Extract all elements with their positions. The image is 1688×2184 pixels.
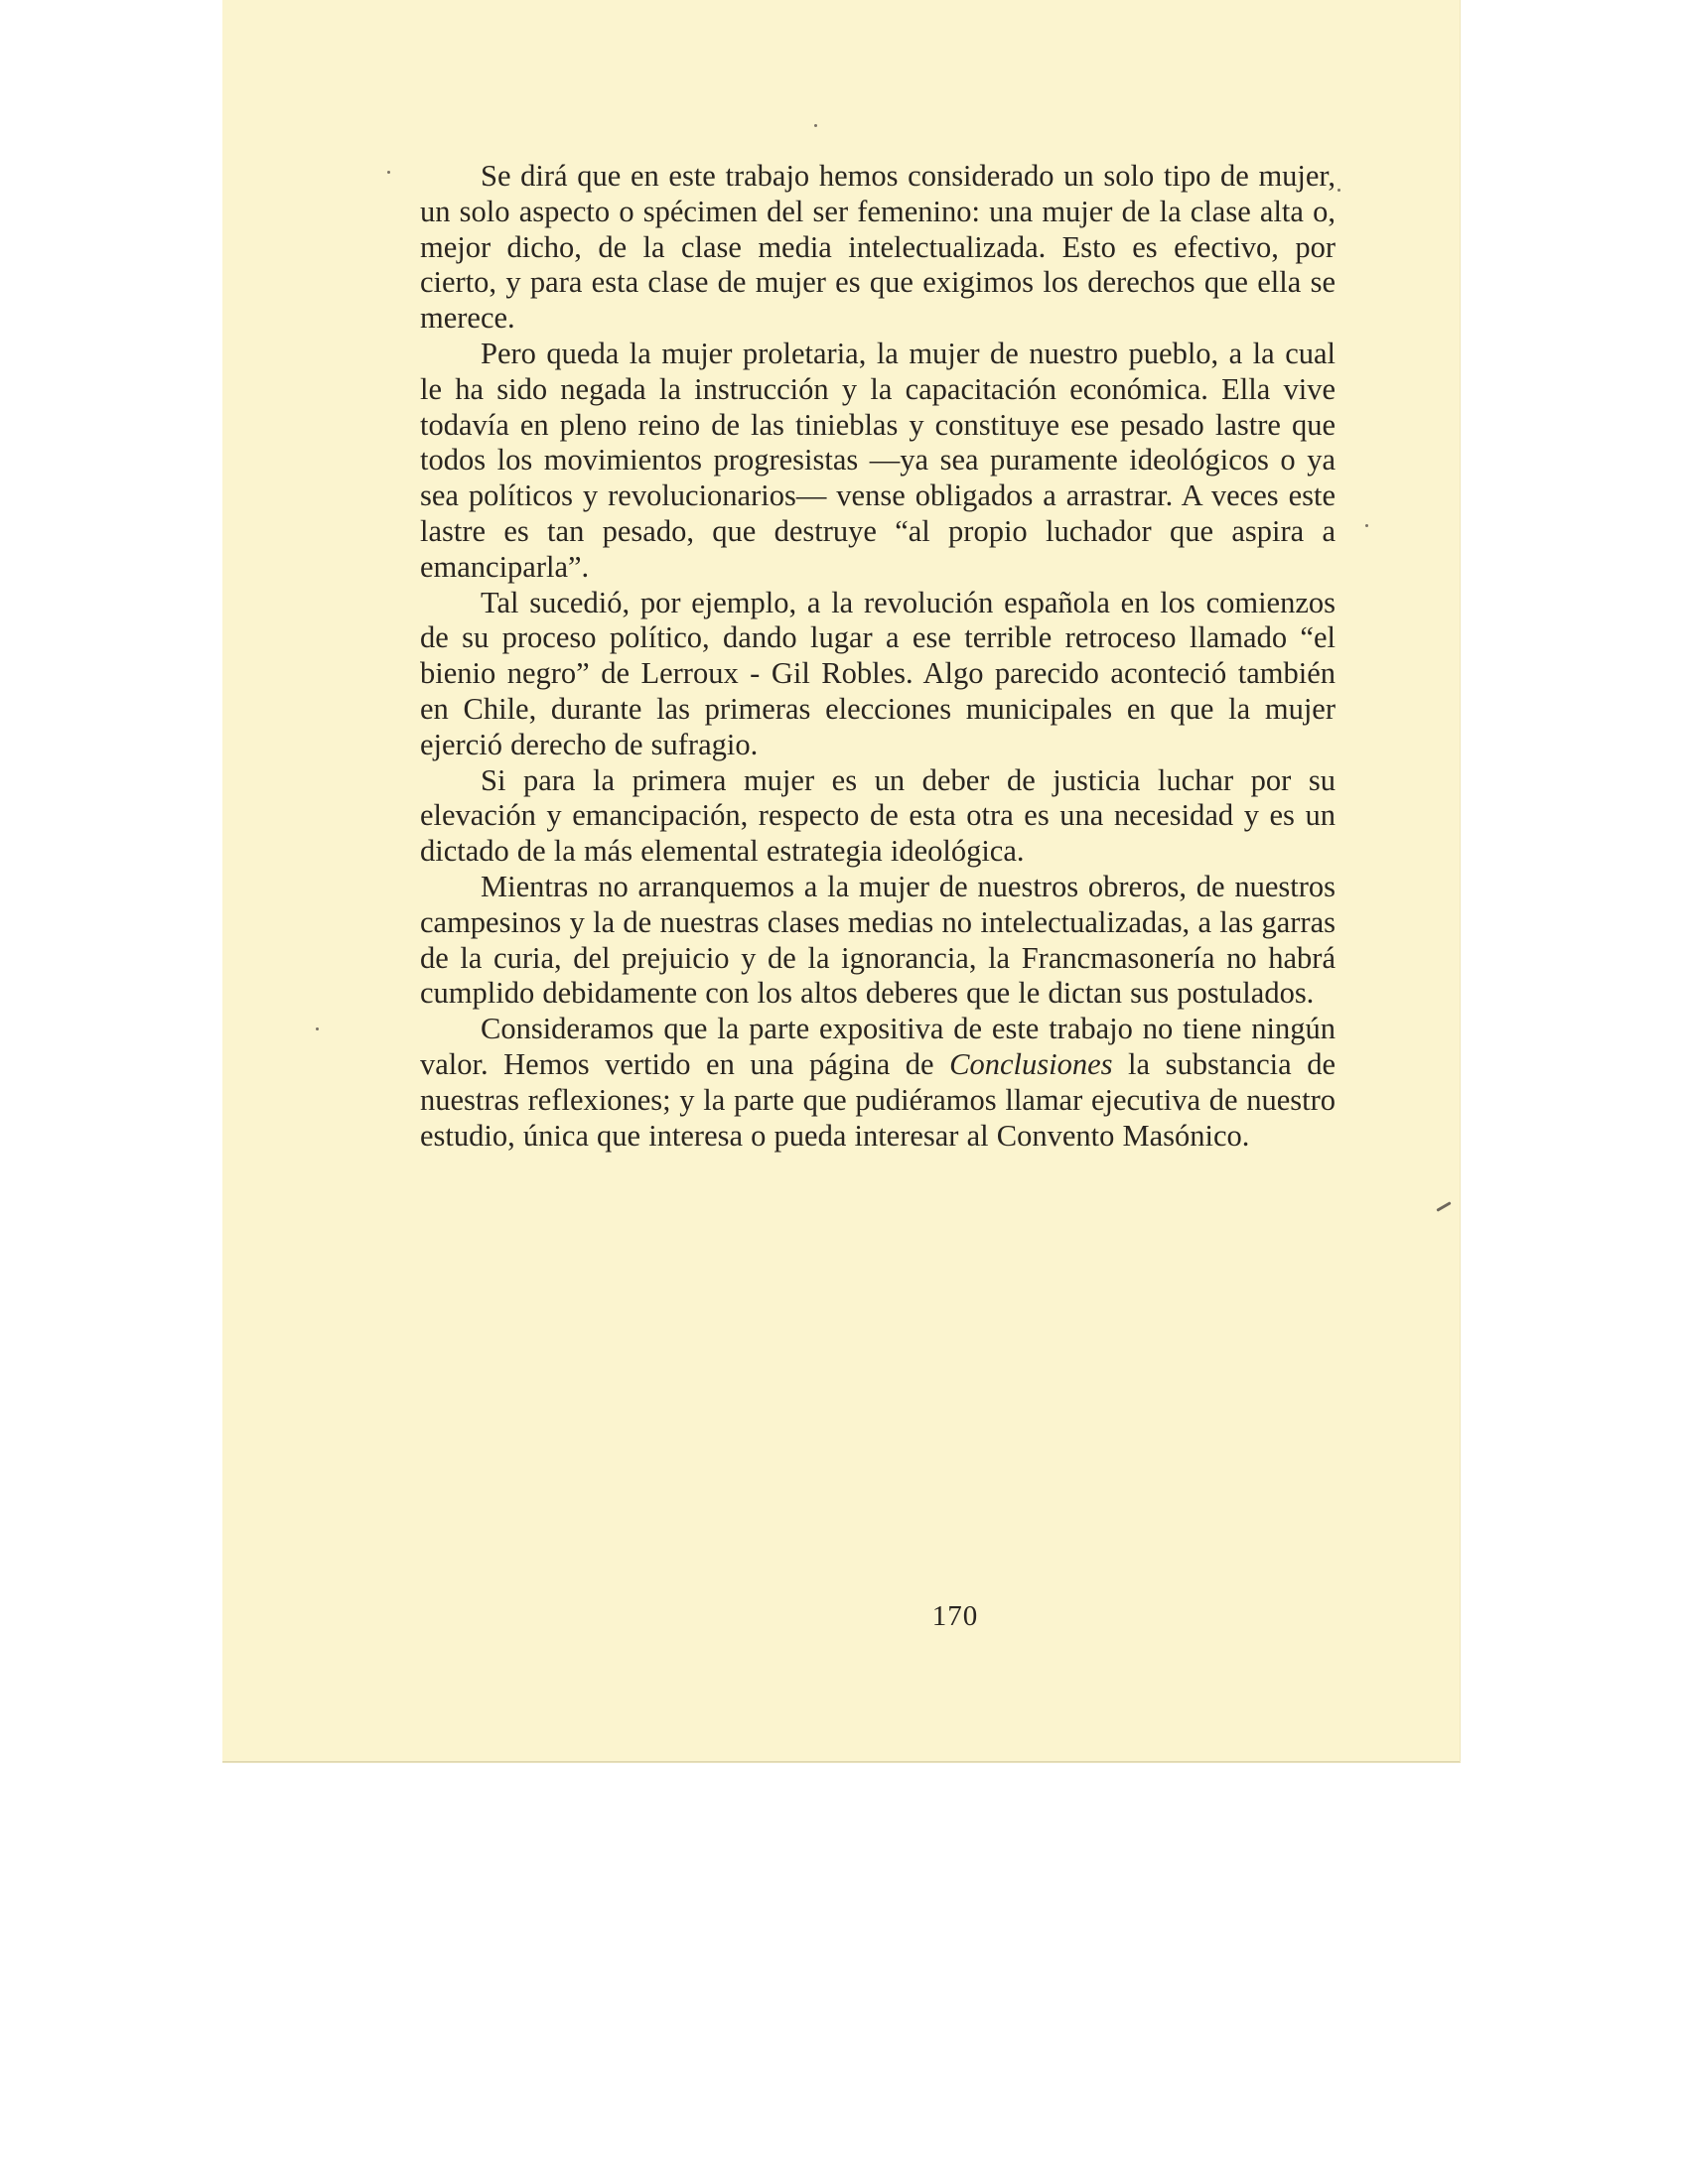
- paragraph: [420, 337, 1336, 586]
- paragraph: [420, 870, 1336, 1012]
- italic-title: Conclusiones: [949, 1046, 1113, 1081]
- paragraph-text: Consideramos que la parte expositiva de este trabajo no tiene ningún valor. Hemos vertido en una página de: [420, 1012, 1336, 1081]
- paragraph-text: Tal sucedió, por ejemplo, a la revolución española en los comienzos de su proceso político, dando lugar a ese terrible retroceso llamado “el bienio negro” de Lerroux - Gil Robles. Algo parecido aconteció también en Chile, durante las primeras elecciones municipales en que la mujer ejerció derecho de sufragio.: [420, 585, 1336, 761]
- page-number: 170: [931, 1600, 979, 1632]
- paper-edge: [222, 1761, 1460, 1763]
- paper-speck: [316, 1027, 319, 1030]
- paragraph: [420, 763, 1336, 870]
- paper-speck: [387, 171, 390, 174]
- paragraph-text: la substancia de nuestras reflexiones; y la parte que pudiéramos llamar ejecutiva de nuestro estudio, única que interesa o pueda interesar al Convento Masónico.: [420, 1046, 1336, 1153]
- paragraph: [420, 159, 1336, 337]
- paragraph: [420, 1012, 1336, 1154]
- paragraph: [420, 586, 1336, 763]
- paper-speck: [1365, 524, 1368, 527]
- paper-speck: [1337, 189, 1340, 192]
- body-text: [420, 159, 1336, 1154]
- page-number-row: [0, 1600, 1688, 1633]
- paragraph-text: Se dirá que en este trabajo hemos considerado un solo tipo de mujer, un solo aspecto o spécimen del ser femenino: una mujer de la clase alta o, mejor dicho, de la clase media intelectualizada. Esto es efectivo, por cierto, y para esta clase de mujer es que exigimos los derechos que ella se merece.: [420, 159, 1336, 336]
- paragraph-text: Mientras no arranquemos a la mujer de nuestros obreros, de nuestros campesinos y la de nuestras clases medias no intelectualizadas, a las garras de la curia, del prejuicio y de la ignorancia, la Francmasonería no habrá cumplido debidamente con los altos deberes que le dictan sus postulados.: [420, 869, 1336, 1011]
- paper-speck: [814, 124, 817, 127]
- paragraph-text: Pero queda la mujer proletaria, la mujer de nuestro pueblo, a la cual le ha sido negada la instrucción y la capacitación económica. Ella vive todavía en pleno reino de las tinieblas y constituye ese pesado lastre que todos los movimientos progresistas —ya sea puramente ideológicos o ya sea políticos y revolucionarios— vense obligados a arrastrar. A veces este lastre es tan pesado, que destruye “al propio luchador que aspira a emanciparla”.: [420, 336, 1336, 584]
- paragraph-text: Si para la primera mujer es un deber de justicia luchar por su elevación y emancipación, respecto de esta otra es una necesidad y es un dictado de la más elemental estrategia ideológica.: [420, 762, 1336, 869]
